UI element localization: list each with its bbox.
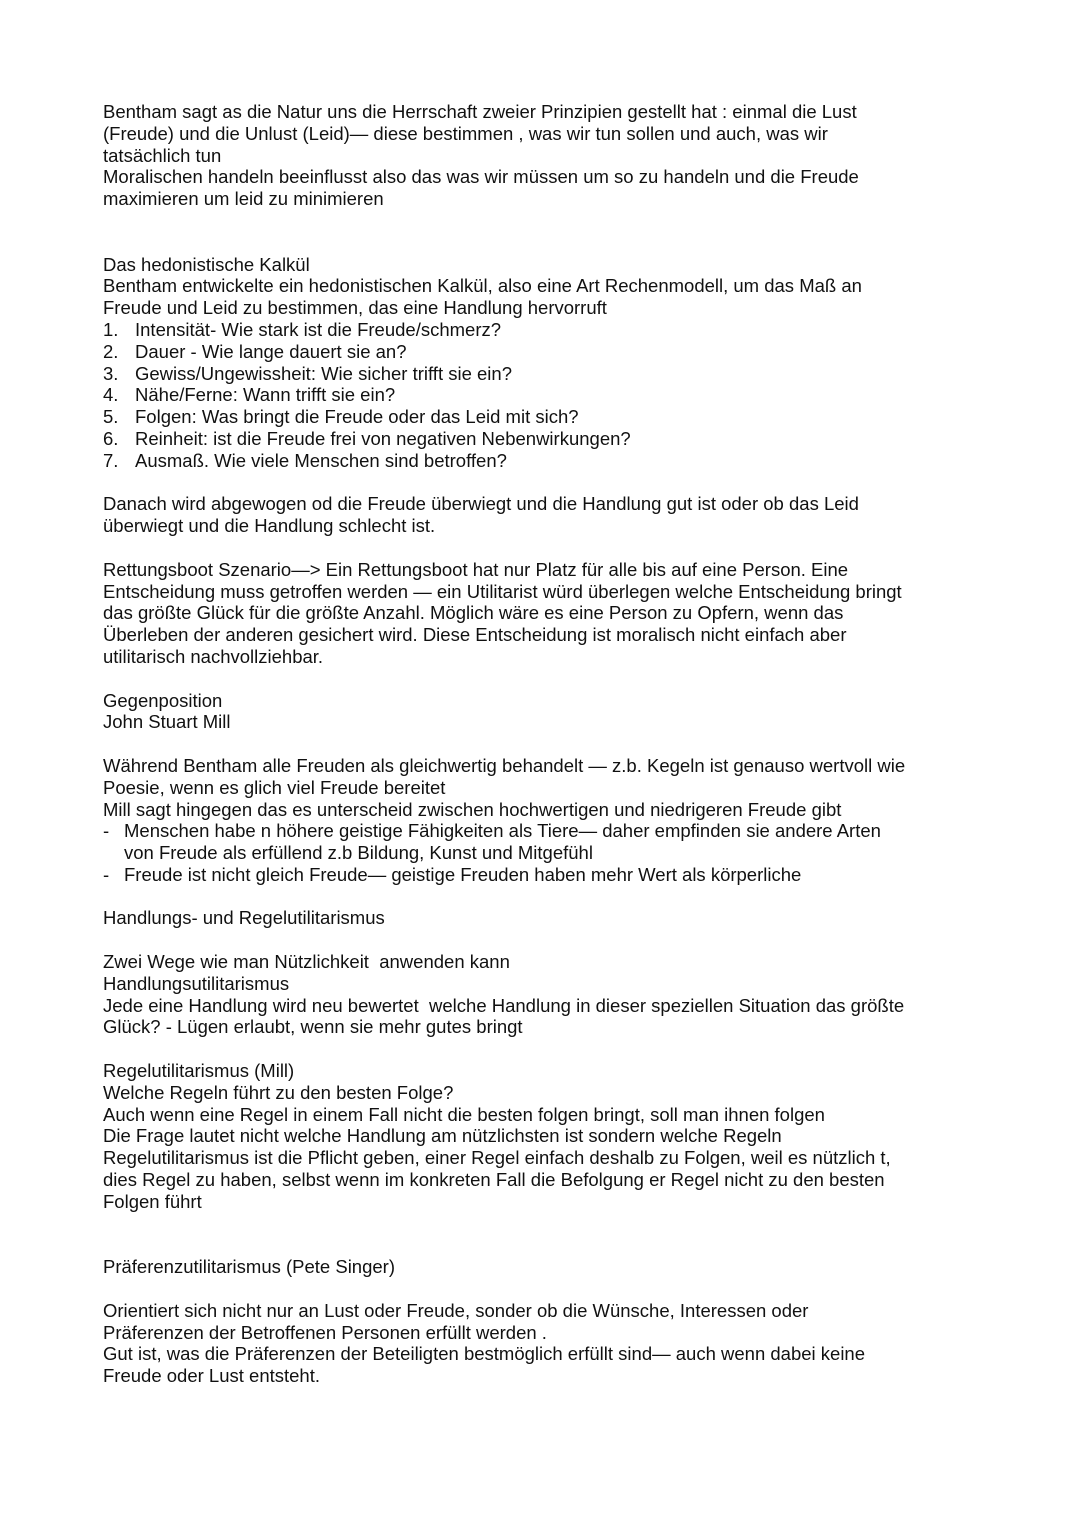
text-line: Mill sagt hingegen das es unterscheid zwischen hochwertigen und niedrigeren Freude gibt (103, 798, 842, 820)
list-item (103, 406, 1003, 428)
list-item (103, 820, 1003, 864)
list-number: 4. (103, 384, 119, 406)
bentham-intro-paragraph (103, 101, 1003, 210)
list-number: 7. (103, 449, 119, 471)
list-item-text: Folgen: Was bringt die Freude oder das Leid mit sich? (135, 406, 579, 428)
text-line: (Freude) und die Unlust (Leid)— diese bestimmen , was wir tun sollen und auch, was wir (103, 122, 828, 144)
criteria-list (103, 319, 1003, 472)
spacer (103, 1038, 1003, 1060)
two-ways-paragraph (103, 951, 1003, 1038)
mill-bullet-list (103, 820, 1003, 885)
spacer (103, 1278, 1003, 1300)
text-line: Überleben der anderen gesichert wird. Diese Entscheidung ist moralisch nicht einfach aber (103, 624, 847, 646)
rule-utilitarianism-paragraph (103, 1060, 1003, 1213)
text-line: Auch wenn eine Regel in einem Fall nicht die besten folgen bringt, soll man ihnen folgen (103, 1103, 825, 1125)
text-line: Regelutilitarismus (Mill) (103, 1060, 295, 1082)
list-item (103, 384, 1003, 406)
text-line: Jede eine Handlung wird neu bewertet welche Handlung in dieser speziellen Situation das größte (103, 994, 905, 1016)
document-page (103, 101, 1003, 1387)
text-line: das größte Glück für die größte Anzahl. Möglich wäre es eine Person zu Opfern, wenn das (103, 602, 844, 624)
list-number: 3. (103, 362, 119, 384)
list-item (103, 319, 1003, 341)
text-line: utilitarisch nachvollziehbar. (103, 645, 324, 667)
spacer (103, 733, 1003, 755)
list-item (103, 341, 1003, 363)
text-line: Freude und Leid zu bestimmen, das eine Handlung hervorruft (103, 297, 607, 319)
bullet-dash: - (103, 863, 110, 885)
act-rule-heading-block (103, 907, 1003, 929)
text-line: Welche Regeln führt zu den besten Folge? (103, 1081, 454, 1103)
hedonistic-calculus-section (103, 254, 1003, 472)
list-item (103, 450, 1003, 472)
text-line: Präferenzen der Betroffenen Personen erfüllt werden . (103, 1321, 547, 1343)
spacer (103, 668, 1003, 690)
text-line: dies Regel zu haben, selbst wenn im konkreten Fall die Befolgung er Regel nicht zu den besten (103, 1169, 885, 1191)
text-line: tatsächlich tun (103, 144, 222, 166)
spacer (103, 210, 1003, 254)
list-item-text: Ausmaß. Wie viele Menschen sind betroffen? (135, 449, 507, 471)
list-number: 6. (103, 427, 119, 449)
list-number: 2. (103, 340, 119, 362)
list-item (103, 864, 1003, 886)
text-line: Freude oder Lust entsteht. (103, 1365, 320, 1387)
text-line: überwiegt und die Handlung schlecht ist. (103, 515, 436, 537)
list-item (103, 428, 1003, 450)
text-line: Regelutilitarismus ist die Pflicht geben, einer Regel einfach deshalb zu Folgen, weil es nützlich t, (103, 1147, 891, 1169)
text-line: Zwei Wege wie man Nützlichkeit anwenden kann (103, 951, 510, 973)
mill-paragraph (103, 755, 1003, 886)
text-line: Entscheidung muss getroffen werden — ein Utilitarist würd überlegen welche Entscheidung bringt (103, 580, 902, 602)
list-item-text: Menschen habe n höhere geistige Fähigkeiten als Tiere— daher empfinden sie andere Arten (124, 820, 881, 842)
text-line: Bentham sagt as die Natur uns die Herrschaft zweier Prinzipien gestellt hat : einmal die Lust (103, 101, 857, 122)
section-heading: Handlungs- und Regelutilitarismus (103, 907, 385, 929)
weighing-paragraph (103, 493, 1003, 537)
list-item-text: von Freude als erfüllend z.b Bildung, Kunst und Mitgefühl (124, 842, 593, 864)
text-line: Die Frage lautet nicht welche Handlung am nützlichsten ist sondern welche Regeln (103, 1125, 782, 1147)
text-line: Orientiert sich nicht nur an Lust oder Freude, sonder ob die Wünsche, Interessen oder (103, 1299, 809, 1321)
text-line: Glück? - Lügen erlaubt, wenn sie mehr gutes bringt (103, 1016, 523, 1038)
spacer (103, 472, 1003, 494)
list-item-text: Intensität- Wie stark ist die Freude/schmerz? (135, 318, 502, 340)
list-item-text: Reinheit: ist die Freude frei von negativen Nebenwirkungen? (135, 427, 631, 449)
list-item-text: Gewiss/Ungewissheit: Wie sicher trifft sie ein? (135, 362, 512, 384)
bullet-dash: - (103, 820, 110, 842)
text-line: maximieren um leid zu minimieren (103, 188, 384, 210)
text-line: Moralischen handeln beeinflusst also das was wir müssen um so zu handeln und die Freude (103, 166, 859, 188)
text-line: Handlungsutilitarismus (103, 972, 290, 994)
text-line: Rettungsboot Szenario—> Ein Rettungsboot hat nur Platz für alle bis auf eine Person. Eine (103, 558, 849, 580)
lifeboat-paragraph (103, 559, 1003, 668)
list-item-text: Freude ist nicht gleich Freude— geistige Freuden haben mehr Wert als körperliche (124, 863, 802, 885)
text-line: Während Bentham alle Freuden als gleichwertig behandelt — z.b. Kegeln ist genauso wertvoll wie (103, 754, 906, 776)
list-item-text: Nähe/Ferne: Wann trifft sie ein? (135, 384, 396, 406)
section-heading: Gegenposition (103, 689, 223, 711)
counter-position-heading-block (103, 690, 1003, 734)
text-line: Folgen führt (103, 1190, 202, 1212)
spacer (103, 1213, 1003, 1257)
preference-utilitarianism-section (103, 1256, 1003, 1387)
text-line: Danach wird abgewogen od die Freude überwiegt und die Handlung gut ist oder ob das Leid (103, 493, 859, 515)
list-number: 5. (103, 406, 119, 428)
text-line: Poesie, wenn es glich viel Freude bereitet (103, 776, 446, 798)
list-item-text: Dauer - Wie lange dauert sie an? (135, 340, 407, 362)
section-subheading: John Stuart Mill (103, 711, 231, 733)
spacer (103, 537, 1003, 559)
spacer (103, 929, 1003, 951)
section-heading: Das hedonistische Kalkül (103, 253, 310, 275)
list-item (103, 363, 1003, 385)
text-line: Bentham entwickelte ein hedonistischen Kalkül, also eine Art Rechenmodell, um das Maß an (103, 275, 862, 297)
spacer (103, 886, 1003, 908)
text-line: Gut ist, was die Präferenzen der Beteiligten bestmöglich erfüllt sind— auch wenn dabei keine (103, 1343, 866, 1365)
section-heading: Präferenzutilitarismus (Pete Singer) (103, 1256, 395, 1278)
list-number: 1. (103, 318, 119, 340)
